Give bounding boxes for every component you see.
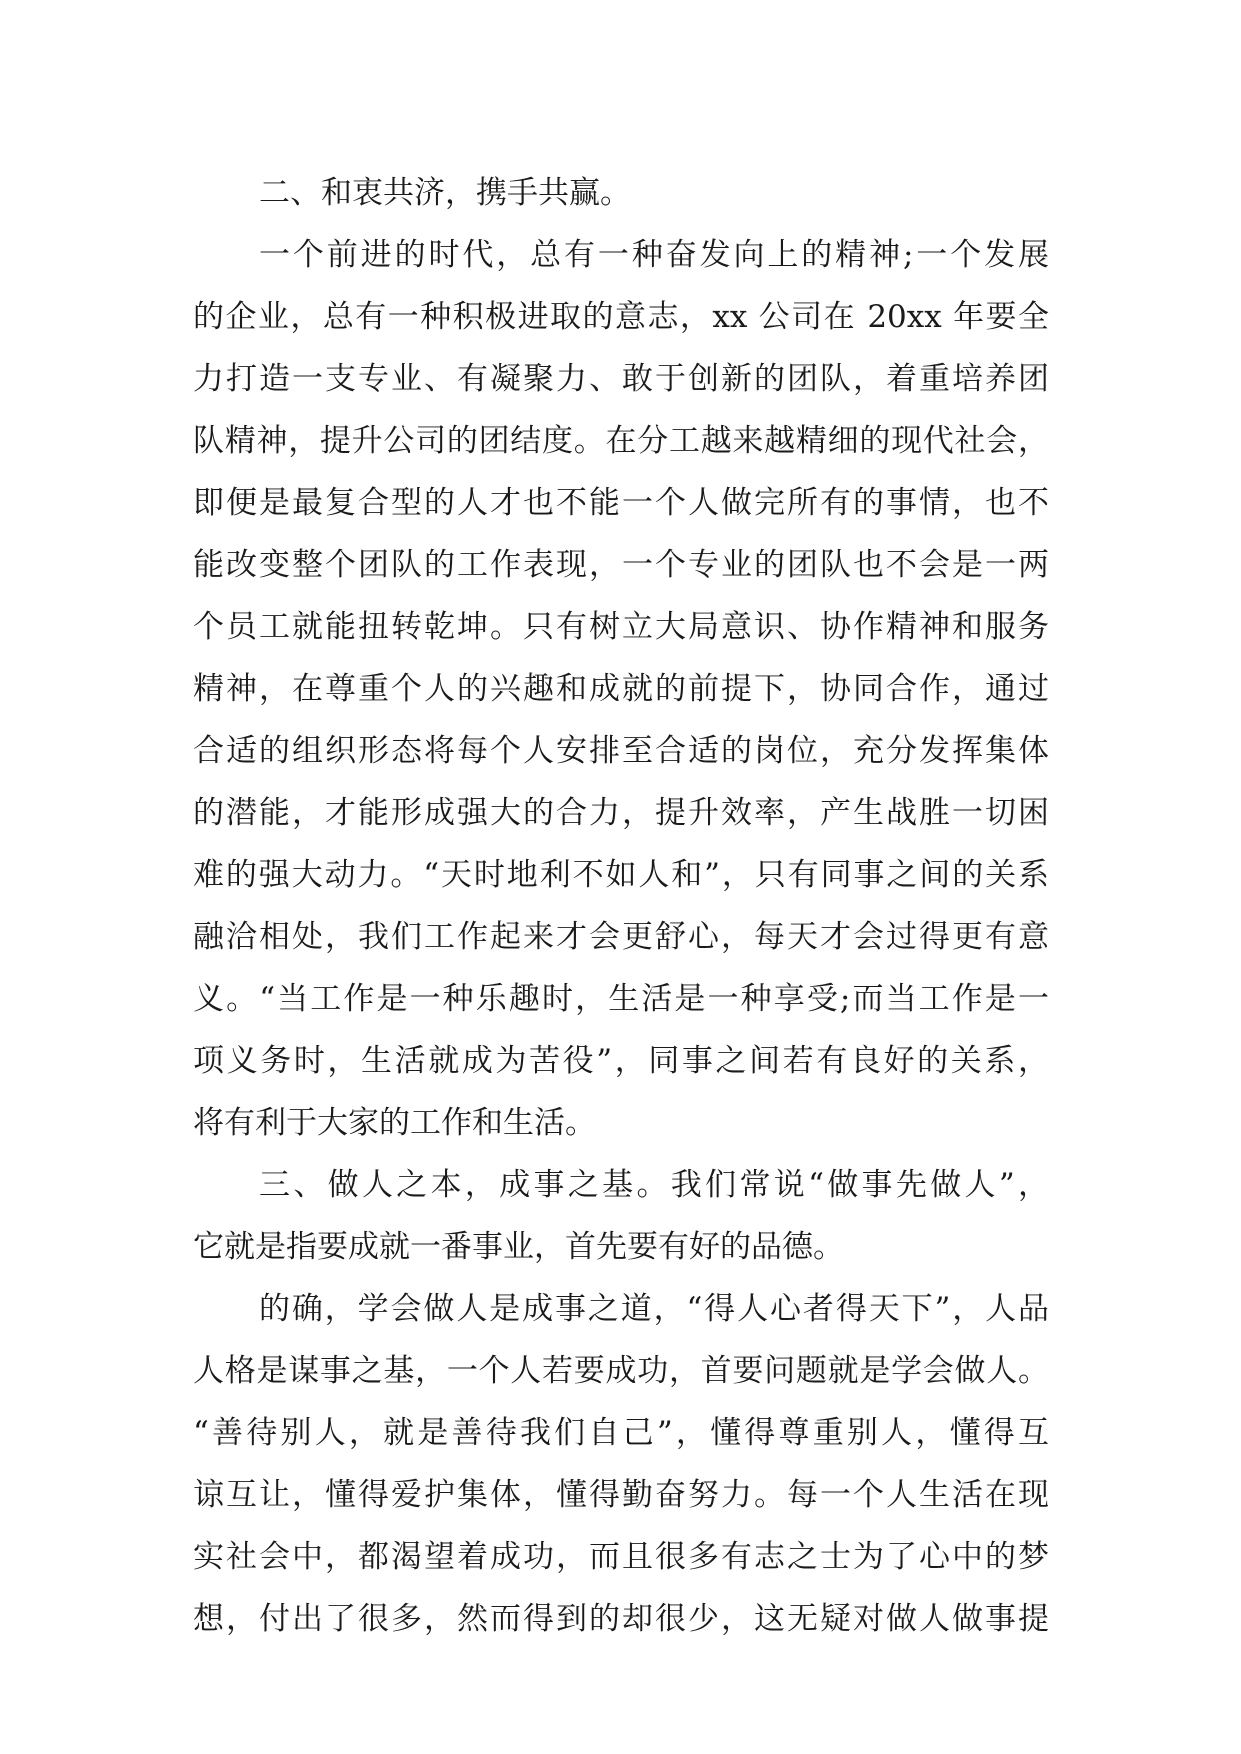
paragraph-line: “善待别人，就是善待我们自己”，懂得尊重别人，懂得互 [193, 1415, 1049, 1451]
paragraph-line: 将有利于大家的工作和生活。 [193, 1105, 596, 1141]
paragraph-line: 能改变整个团队的工作表现，一个专业的团队也不会是一两 [193, 547, 1049, 583]
paragraph-line: 难的强大动力。“天时地利不如人和”，只有同事之间的关系 [193, 857, 1049, 893]
paragraph-line: 谅互让，懂得爱护集体，懂得勤奋努力。每一个人生活在现 [193, 1477, 1049, 1513]
paragraph-line: 精神，在尊重个人的兴趣和成就的前提下，协同合作，通过 [193, 671, 1049, 707]
paragraph-line: 想，付出了很多，然而得到的却很少，这无疑对做人做事提 [193, 1601, 1049, 1637]
paragraph-line: 的潜能，才能形成强大的合力，提升效率，产生战胜一切困 [193, 795, 1049, 831]
paragraph-line: 合适的组织形态将每个人安排至合适的岗位，充分发挥集体 [193, 733, 1049, 769]
paragraph-line: 实社会中，都渴望着成功，而且很多有志之士为了心中的梦 [193, 1539, 1049, 1575]
paragraph-line: 它就是指要成就一番事业，首先要有好的品德。 [193, 1229, 844, 1265]
paragraph-line: 项义务时，生活就成为苦役”，同事之间若有良好的关系， [193, 1043, 1049, 1079]
section-heading-2: 二、和衷共济，携手共赢。 [259, 175, 631, 211]
paragraph-line: 义。“当工作是一种乐趣时，生活是一种享受;而当工作是一 [193, 981, 1049, 1017]
paragraph-line: 融洽相处，我们工作起来才会更舒心，每天才会过得更有意 [193, 919, 1049, 955]
paragraph-line: 队精神，提升公司的团结度。在分工越来越精细的现代社会， [193, 423, 1049, 459]
paragraph-line: 力打造一支专业、有凝聚力、敢于创新的团队，着重培养团 [193, 361, 1049, 397]
paragraph-line: 的确，学会做人是成事之道，“得人心者得天下”，人品 [259, 1291, 1049, 1327]
section-heading-3: 三、做人之本，成事之基。我们常说“做事先做人”， [259, 1167, 1049, 1203]
paragraph-line: 个员工就能扭转乾坤。只有树立大局意识、协作精神和服务 [193, 609, 1049, 645]
paragraph-line: 一个前进的时代，总有一种奋发向上的精神;一个发展 [259, 237, 1049, 273]
paragraph-line: 即便是最复合型的人才也不能一个人做完所有的事情，也不 [193, 485, 1049, 521]
paragraph-line: 的企业，总有一种积极进取的意志，xx 公司在 20xx 年要全 [193, 299, 1049, 335]
document-body [193, 162, 1049, 1650]
paragraph-line: 人格是谋事之基，一个人若要成功，首要问题就是学会做人。 [193, 1353, 1049, 1389]
